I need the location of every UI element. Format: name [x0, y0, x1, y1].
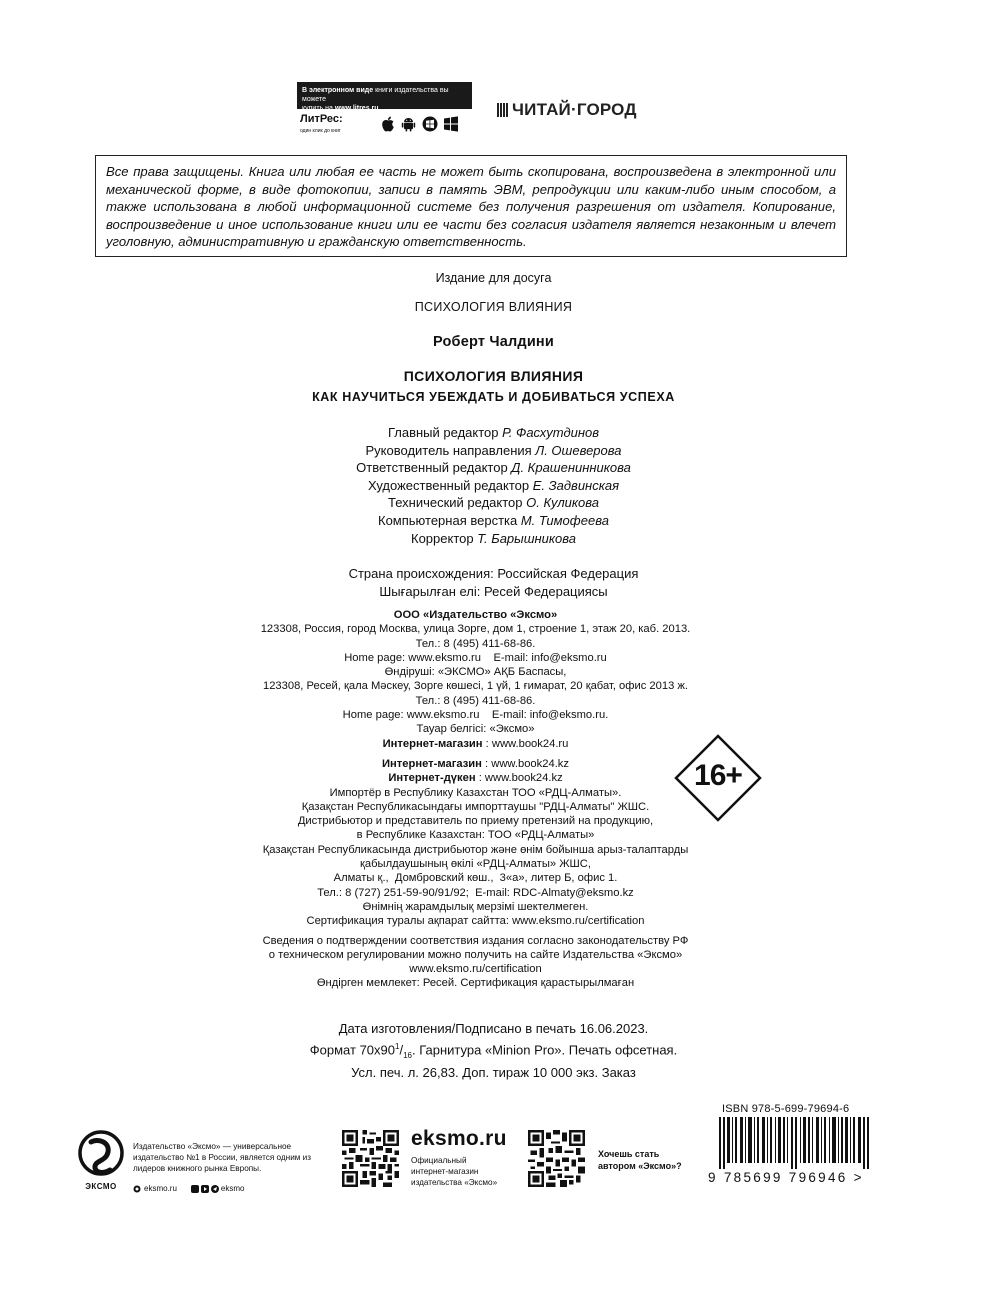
rights-notice-box: [95, 155, 847, 257]
imprint-line: Сертификация туралы ақпарат сайтта: www.eksmo.ru/certification: [306, 915, 645, 928]
chitai-gorod-logo: [497, 100, 637, 120]
eksmo-logo-text: ЭКСМО: [85, 1182, 117, 1191]
age-rating-badge: [674, 734, 762, 822]
imprint-line: қабылдаушының өкілі «РДЦ-Алматы» ЖШС,: [360, 858, 591, 871]
credits-list: [0, 424, 987, 547]
edition-type: Издание для досуга: [435, 271, 552, 285]
eksmo-site-title[interactable]: eksmo.ru: [411, 1127, 507, 1150]
credit-line: Руководитель направления Л. Ошеверова: [365, 442, 622, 458]
chitai-gorod-bars-icon: [497, 103, 508, 117]
imprint-line: Тел.: 8 (727) 251-59-90/91/92; E-mail: RDC-Almaty@eksmo.kz: [317, 886, 634, 899]
imprint-line: Өндірген мемлекет: Ресей. Сертификация қарастырылмаған: [316, 977, 635, 990]
imprint-line: Импортёр в Республику Казахстан ТОО «РДЦ-Алматы».: [329, 786, 622, 799]
apple-icon: [379, 115, 396, 132]
shop-line: Интернет-магазин : www.book24.kz: [382, 757, 569, 770]
credit-line: Компьютерная верстка М. Тимофеева: [378, 512, 609, 528]
credit-line: Ответственный редактор Д. Крашенинникова: [356, 460, 631, 476]
android-icon: [400, 115, 417, 132]
print-run: Усл. печ. л. 26,83. Доп. тираж 10 000 экз. Заказ: [351, 1064, 636, 1080]
imprint-line: Қазақстан Республикасындағы импорттаушы "РДЦ-Алматы" ЖШС.: [301, 800, 650, 813]
imprint-line: Тауар белгісі: «Эксмо»: [416, 723, 535, 736]
imprint-line: Home page: www.eksmo.ru E-mail: info@eksmo.ru.: [342, 709, 609, 722]
eksmo-social-link[interactable]: eksmo: [191, 1184, 245, 1193]
litres-promo-pre: купить на: [302, 105, 335, 112]
origin-block: [0, 565, 987, 600]
print-date: Дата изготовления/Подписано в печать 16.06.2023.: [338, 1021, 649, 1036]
credit-line: Главный редактор Р. Фасхутдинов: [387, 425, 600, 440]
globe-icon: [133, 1185, 141, 1193]
imprint-line: в Республике Казахстан: ТОО «РДЦ-Алматы»: [356, 829, 595, 842]
windows-phone-icon: [421, 115, 438, 132]
litres-url: www.litres.ru: [334, 105, 379, 112]
book-subtitle: КАК НАУЧИТЬСЯ УБЕЖДАТЬ И ДОБИВАТЬСЯ УСПЕХА: [312, 390, 675, 404]
imprint-line: Сведения о подтверждении соответствия издания согласно законодательству РФ: [262, 934, 689, 947]
age-rating-text: 16+: [694, 759, 742, 792]
imprint-line: 123308, Ресей, қала Мәскеу, Зорге көшесі, 1 үй, 1 ғимарат, 20 қабат, офис 2013 ж.: [262, 680, 689, 693]
origin-kz: Шығарылған елі: Ресей Федерациясы: [379, 583, 608, 599]
windows-icon: [442, 115, 459, 132]
imprint-line: Home page: www.eksmo.ru E-mail: info@eksmo.ru: [344, 651, 607, 664]
eksmo-links: [133, 1184, 244, 1193]
eksmo-site-desc: Официальный интернет-магазин издательства «Эксмо»: [411, 1156, 498, 1187]
imprint-line: Өнімнің жарамдылық мерзімі шектелмеген.: [362, 900, 589, 913]
litres-slogan: один клик до книг: [300, 128, 341, 134]
vk-icon: [191, 1185, 199, 1193]
platform-icons: [379, 115, 459, 132]
litres-promo-bold: В электронном виде: [302, 87, 374, 94]
imprint-line: Дистрибьютор и представитель по приему претензий на продукцию,: [297, 815, 654, 828]
imprint-line: www.eksmo.ru/certification: [409, 963, 542, 976]
youtube-icon: [201, 1185, 209, 1193]
imprint-line: Тел.: 8 (495) 411-68-86.: [415, 637, 536, 650]
barcode-digits: 9 785699 796946 >: [708, 1170, 864, 1185]
litres-promo: [297, 82, 472, 112]
qr-code-eksmo-site[interactable]: [342, 1130, 399, 1187]
imprint-line: Алматы қ., Домбровский көш., 3«а», литер Б, офис 1.: [333, 872, 618, 885]
imprint-line: Өндіруші: «ЭКСМО» АҚБ Баспасы,: [384, 666, 567, 679]
barcode: [713, 1117, 881, 1177]
eksmo-logo: [78, 1130, 124, 1192]
book-title: ПСИХОЛОГИЯ ВЛИЯНИЯ: [403, 368, 584, 384]
credit-line: Художественный редактор Е. Задвинская: [367, 477, 620, 493]
litres-logo: ЛитРес:: [300, 113, 343, 125]
origin-ru: Страна происхождения: Российская Федерация: [348, 566, 639, 581]
imprint-line: Тел.: 8 (495) 411-68-86.: [415, 694, 536, 707]
chitai-gorod-text: ЧИТАЙ·ГОРОД: [512, 100, 637, 119]
litres-banner: [297, 82, 472, 140]
publisher-name: ООО «Издательство «Эксмо»: [393, 609, 558, 621]
shop-line: Интернет-магазин : www.book24.ru: [382, 737, 569, 750]
qr-code-author[interactable]: [528, 1130, 585, 1187]
credit-line: Технический редактор О. Куликова: [388, 495, 599, 511]
litres-promo-rest: книги издательства вы можете: [302, 87, 449, 103]
series-title: ПСИХОЛОГИЯ ВЛИЯНИЯ: [414, 300, 573, 314]
eksmo-site-link[interactable]: eksmo.ru: [133, 1184, 177, 1193]
imprint-block: [0, 608, 969, 991]
print-info: [0, 1020, 987, 1081]
imprint-line: о техническом регулировании можно получить на сайте Издательства «Эксмо»: [268, 948, 683, 961]
imprint-line: 123308, Россия, город Москва, улица Зорге, дом 1, строение 1, этаж 20, каб. 2013.: [260, 623, 691, 636]
author-invite: Хочешь стать автором «Эксмо»?: [598, 1149, 682, 1171]
isbn-number: ISBN 978-5-699-79694-6: [722, 1103, 850, 1115]
author-name: Роберт Чалдини: [432, 334, 555, 350]
credit-line: Корректор Т. Барышникова: [411, 530, 576, 546]
shop-line: Интернет-дүкен : www.book24.kz: [388, 772, 563, 785]
eksmo-about: Издательство «Эксмо» — универсальное издательство №1 в России, является одним из лидеров книжного рынка Европы.: [133, 1142, 312, 1173]
rights-notice-text: Все права защищены. Книга или любая ее часть не может быть скопирована, воспроизведена в электронной или механической форме, в виде фотокопии, записи в память ЭВМ, репродукции или каким-либо иным способом, а также использована в любой информационной системе без получения разрешения от издателя. Копирование, воспроизведение и иное использование книги или ее части без согласия издателя является незаконным и влечет уголовную, административную и гражданскую ответственность.: [106, 164, 836, 250]
telegram-icon: [211, 1185, 219, 1193]
print-format: Формат $70x90^1/_{16}$. Гарнитура «Minion Pro». Печать офсетная.: [309, 1041, 678, 1060]
imprint-line: Қазақстан Республикасында дистрибьютор және өнім бойынша арыз-талаптарды: [262, 843, 689, 856]
